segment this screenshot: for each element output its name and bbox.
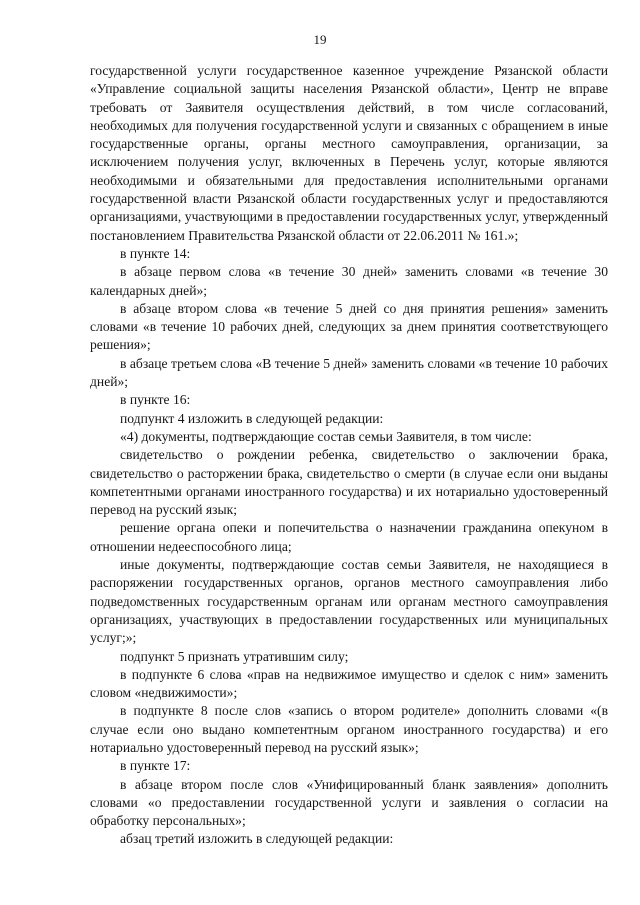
paragraph-point-17: в пункте 17: bbox=[120, 758, 191, 774]
paragraph-point-16: в пункте 16: bbox=[120, 392, 191, 408]
paragraph-other-documents: иные документы, подтверждающие состав семьи Заявителя, не находящиеся в распоряжении государственных органов, органов местного самоуправления либо подведомственных государственным органам или органам местного самоуправления организациях, участвующих в предоставлении государственных или муниципальных услуг;»; bbox=[90, 557, 608, 646]
paragraph-subpoint-5: подпункт 5 признать утратившим силу; bbox=[120, 648, 349, 664]
page-number: 19 bbox=[313, 32, 327, 47]
paragraph-continuation: государственной услуги государственное казенное учреждение Рязанской области «Управление социальной защиты населения Рязанской области», Центр не вправе требовать от Заявителя осуществления действий, в том числе согласований, необходимых для получения государственной услуги и связанных с обращением в иные государственные органы, органы местного самоуправления, организации, за исключением получения услуг, включенных в Перечень услуг, которые являются необходимыми и обязательными для предоставления исполнительными органами государственной власти Рязанской области государственных услуг и предоставляются организациями, участвующими в предоставлении государственных услуг, утвержденный постановлением Правительства Рязанской области от 22.06.2011 № 161.»; bbox=[90, 63, 608, 243]
paragraph-third-indent-17: абзац третий изложить в следующей редакции: bbox=[120, 831, 394, 847]
document-body bbox=[90, 62, 608, 849]
paragraph-second-indent: в абзаце втором слова «в течение 5 дней со дня принятия решения» заменить словами «в течение 10 рабочих дней, следующих за днем принятия соответствующего решения»; bbox=[90, 300, 608, 353]
paragraph-guardianship: решение органа опеки и попечительства о назначении гражданина опекуном в отношении недееспособного лица; bbox=[90, 520, 608, 554]
paragraph-point-14: в пункте 14: bbox=[120, 245, 191, 261]
paragraph-subpoint-8: в подпункте 8 после слов «запись о втором родителе» дополнить словами «(в случае если оно выдано компетентным органом иностранного государства) и его нотариально удостоверенный перевод на русский язык»; bbox=[90, 703, 608, 755]
paragraph-subpoint-4: подпункт 4 изложить в следующей редакции: bbox=[120, 410, 384, 426]
paragraph-certificates: свидетельство о рождении ребенка, свидетельство о заключении брака, свидетельство о расторжении брака, свидетельство о смерти (в случае если они выданы компетентными органами иностранного государства) и их нотариально удостоверенный перевод на русский язык; bbox=[90, 447, 608, 518]
paragraph-first-indent: в абзаце первом слова «в течение 30 дней» заменить словами «в течение 30 календарных дней»; bbox=[90, 264, 608, 298]
paragraph-subpoint-6: в подпункте 6 слова «прав на недвижимое имущество и сделок с ним» заменить словом «недвижимости»; bbox=[90, 666, 608, 701]
paragraph-second-indent-17: в абзаце втором после слов «Унифицированный бланк заявления» дополнить словами «о предоставлении государственной услуги и заявления о согласии на обработку персональных»; bbox=[90, 776, 608, 829]
paragraph-subpoint-4-text: «4) документы, подтверждающие состав семьи Заявителя, в том числе: bbox=[120, 428, 532, 444]
paragraph-third-indent: в абзаце третьем слова «В течение 5 дней» заменить словами «в течение 10 рабочих дней»; bbox=[90, 355, 608, 390]
